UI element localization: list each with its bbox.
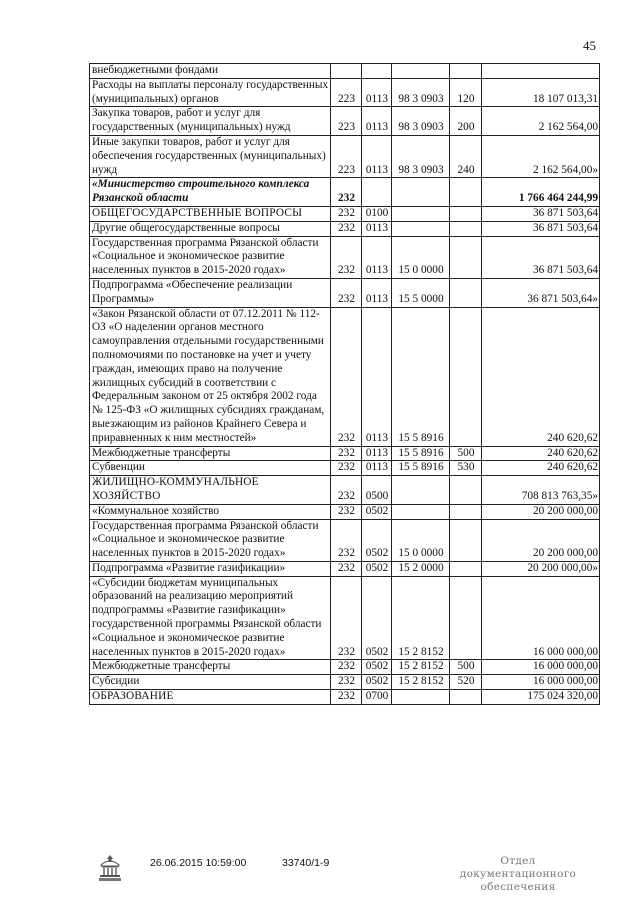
cell-amount: 36 871 503,64» <box>482 278 600 307</box>
cell-name: Другие общегосударственные вопросы <box>90 221 331 236</box>
cell-expense-type <box>450 206 482 221</box>
cell-target-code: 15 0 0000 <box>392 236 450 278</box>
cell-section-code: 0113 <box>362 107 392 136</box>
cell-amount: 36 871 503,64 <box>482 236 600 278</box>
cell-amount <box>482 64 600 79</box>
cell-name: Расходы на выплаты персоналу государственных (муниципальных) органов <box>90 78 331 107</box>
cell-expense-type <box>450 504 482 519</box>
cell-expense-type: 520 <box>450 675 482 690</box>
cell-target-code: 15 2 0000 <box>392 561 450 576</box>
table-row <box>90 307 600 446</box>
cell-ministry-code: 232 <box>331 576 362 660</box>
table-row <box>90 461 600 476</box>
footer-doc-number: 33740/1-9 <box>282 857 330 869</box>
table-row <box>90 519 600 561</box>
cell-name: Подпрограмма «Развитие газификации» <box>90 561 331 576</box>
table-row <box>90 78 600 107</box>
cell-amount: 2 162 564,00» <box>482 135 600 177</box>
cell-amount: 16 000 000,00 <box>482 675 600 690</box>
cell-target-code: 98 3 0903 <box>392 78 450 107</box>
cell-expense-type: 500 <box>450 660 482 675</box>
cell-expense-type <box>450 221 482 236</box>
cell-name: «Закон Рязанской области от 07.12.2011 № 112-ОЗ «О наделении органов местного самоуправления отдельными государственными полномочиями по постановке на учет и учету граждан, имеющих право на получение жилищных субсидий в соответствии с Федеральным законом от 25 октября 2002 года № 125-ФЗ «О жилищных субсидиях гражданам, выезжающим из районов Крайнего Севера и приравненных к ним местностей» <box>90 307 331 446</box>
footer-stamp-line2: обеспечения <box>480 881 556 893</box>
cell-section-code: 0113 <box>362 278 392 307</box>
cell-ministry-code: 232 <box>331 236 362 278</box>
cell-target-code <box>392 476 450 505</box>
footer-stamp <box>448 855 588 894</box>
cell-name: внебюджетными фондами <box>90 64 331 79</box>
cell-target-code <box>392 178 450 207</box>
cell-ministry-code: 223 <box>331 135 362 177</box>
cell-target-code: 98 3 0903 <box>392 107 450 136</box>
cell-name: Субсидии <box>90 675 331 690</box>
cell-ministry-code: 223 <box>331 78 362 107</box>
cell-ministry-code: 232 <box>331 476 362 505</box>
cell-section-code: 0113 <box>362 135 392 177</box>
cell-section-code: 0113 <box>362 236 392 278</box>
cell-target-code <box>392 690 450 705</box>
cell-target-code <box>392 221 450 236</box>
table-row <box>90 446 600 461</box>
cell-name: Государственная программа Рязанской области «Социальное и экономическое развитие населенных пунктов в 2015-2020 годах» <box>90 236 331 278</box>
cell-ministry-code: 232 <box>331 461 362 476</box>
cell-target-code: 98 3 0903 <box>392 135 450 177</box>
cell-section-code: 0502 <box>362 519 392 561</box>
cell-section-code: 0500 <box>362 476 392 505</box>
cell-target-code: 15 0 0000 <box>392 519 450 561</box>
cell-ministry-code: 232 <box>331 690 362 705</box>
cell-expense-type <box>450 307 482 446</box>
table-row <box>90 576 600 660</box>
cell-amount: 2 162 564,00 <box>482 107 600 136</box>
cell-expense-type <box>450 690 482 705</box>
cell-section-code: 0100 <box>362 206 392 221</box>
cell-amount: 36 871 503,64 <box>482 206 600 221</box>
cell-name: Субвенции <box>90 461 331 476</box>
cell-amount: 16 000 000,00 <box>482 576 600 660</box>
cell-name: Закупка товаров, работ и услуг для государственных (муниципальных) нужд <box>90 107 331 136</box>
cell-ministry-code <box>331 64 362 79</box>
cell-ministry-code: 232 <box>331 561 362 576</box>
cell-section-code <box>362 64 392 79</box>
table-row <box>90 278 600 307</box>
cell-expense-type: 200 <box>450 107 482 136</box>
cell-ministry-code: 232 <box>331 278 362 307</box>
cell-name: «Коммунальное хозяйство <box>90 504 331 519</box>
cell-target-code: 15 2 8152 <box>392 660 450 675</box>
cell-target-code: 15 5 8916 <box>392 461 450 476</box>
cell-expense-type: 120 <box>450 78 482 107</box>
budget-table-body <box>90 64 600 705</box>
cell-section-code: 0113 <box>362 78 392 107</box>
table-row <box>90 675 600 690</box>
table-row <box>90 561 600 576</box>
table-row <box>90 660 600 675</box>
page-number: 45 <box>583 38 596 53</box>
table-row <box>90 64 600 79</box>
cell-target-code: 15 2 8152 <box>392 576 450 660</box>
cell-ministry-code: 232 <box>331 221 362 236</box>
cell-section-code <box>362 178 392 207</box>
cell-expense-type: 500 <box>450 446 482 461</box>
table-row <box>90 221 600 236</box>
table-row <box>90 206 600 221</box>
cell-name: Иные закупки товаров, работ и услуг для обеспечения государственных (муниципальных) нужд <box>90 135 331 177</box>
table-row <box>90 236 600 278</box>
table-row <box>90 690 600 705</box>
table-row <box>90 476 600 505</box>
cell-expense-type: 530 <box>450 461 482 476</box>
cell-ministry-code: 223 <box>331 107 362 136</box>
table-row <box>90 107 600 136</box>
cell-expense-type <box>450 278 482 307</box>
cell-expense-type <box>450 64 482 79</box>
cell-expense-type <box>450 178 482 207</box>
duma-emblem-icon <box>96 853 124 883</box>
cell-amount: 20 200 000,00 <box>482 519 600 561</box>
cell-target-code <box>392 64 450 79</box>
table-row <box>90 178 600 207</box>
cell-section-code: 0502 <box>362 504 392 519</box>
cell-section-code: 0502 <box>362 576 392 660</box>
cell-target-code: 15 5 8916 <box>392 307 450 446</box>
budget-table <box>89 63 600 705</box>
cell-amount: 20 200 000,00 <box>482 504 600 519</box>
cell-name: ОБРАЗОВАНИЕ <box>90 690 331 705</box>
cell-ministry-code: 232 <box>331 206 362 221</box>
cell-name: «Министерство строительного комплекса Рязанской области <box>90 178 331 207</box>
cell-target-code: 15 5 8916 <box>392 446 450 461</box>
table-row <box>90 504 600 519</box>
cell-section-code: 0700 <box>362 690 392 705</box>
cell-name: «Субсидии бюджетам муниципальных образований на реализацию мероприятий подпрограммы «Развитие газификации» государственной программы Рязанской области «Социальное и экономическое развитие населенных пунктов в 2015-2020 годах» <box>90 576 331 660</box>
cell-amount: 1 766 464 244,99 <box>482 178 600 207</box>
cell-section-code: 0113 <box>362 307 392 446</box>
table-row <box>90 135 600 177</box>
cell-name: Государственная программа Рязанской области «Социальное и экономическое развитие населенных пунктов в 2015-2020 годах» <box>90 519 331 561</box>
cell-expense-type <box>450 561 482 576</box>
cell-name: Межбюджетные трансферты <box>90 660 331 675</box>
footer-stamp-line1: Отдел документационного <box>459 855 577 880</box>
cell-section-code: 0113 <box>362 461 392 476</box>
cell-expense-type <box>450 519 482 561</box>
cell-amount: 240 620,62 <box>482 461 600 476</box>
cell-target-code: 15 5 0000 <box>392 278 450 307</box>
cell-ministry-code: 232 <box>331 519 362 561</box>
footer-date: 26.06.2015 10:59:00 <box>150 857 247 869</box>
cell-name: Межбюджетные трансферты <box>90 446 331 461</box>
cell-target-code <box>392 504 450 519</box>
cell-expense-type: 240 <box>450 135 482 177</box>
cell-expense-type <box>450 576 482 660</box>
cell-expense-type <box>450 476 482 505</box>
cell-amount: 240 620,62 <box>482 307 600 446</box>
cell-target-code: 15 2 8152 <box>392 675 450 690</box>
cell-section-code: 0502 <box>362 660 392 675</box>
cell-expense-type <box>450 236 482 278</box>
cell-ministry-code: 232 <box>331 307 362 446</box>
cell-amount: 18 107 013,31 <box>482 78 600 107</box>
cell-ministry-code: 232 <box>331 446 362 461</box>
cell-section-code: 0502 <box>362 561 392 576</box>
cell-section-code: 0113 <box>362 221 392 236</box>
cell-amount: 175 024 320,00 <box>482 690 600 705</box>
cell-amount: 20 200 000,00» <box>482 561 600 576</box>
cell-ministry-code: 232 <box>331 660 362 675</box>
cell-name: Подпрограмма «Обеспечение реализации Программы» <box>90 278 331 307</box>
cell-name: ОБЩЕГОСУДАРСТВЕННЫЕ ВОПРОСЫ <box>90 206 331 221</box>
cell-amount: 36 871 503,64 <box>482 221 600 236</box>
cell-section-code: 0113 <box>362 446 392 461</box>
cell-amount: 708 813 763,35» <box>482 476 600 505</box>
cell-ministry-code: 232 <box>331 178 362 207</box>
cell-ministry-code: 232 <box>331 504 362 519</box>
cell-amount: 240 620,62 <box>482 446 600 461</box>
page-footer <box>0 853 640 905</box>
cell-section-code: 0502 <box>362 675 392 690</box>
cell-target-code <box>392 206 450 221</box>
cell-name: ЖИЛИЩНО-КОММУНАЛЬНОЕ ХОЗЯЙСТВО <box>90 476 331 505</box>
cell-ministry-code: 232 <box>331 675 362 690</box>
cell-amount: 16 000 000,00 <box>482 660 600 675</box>
